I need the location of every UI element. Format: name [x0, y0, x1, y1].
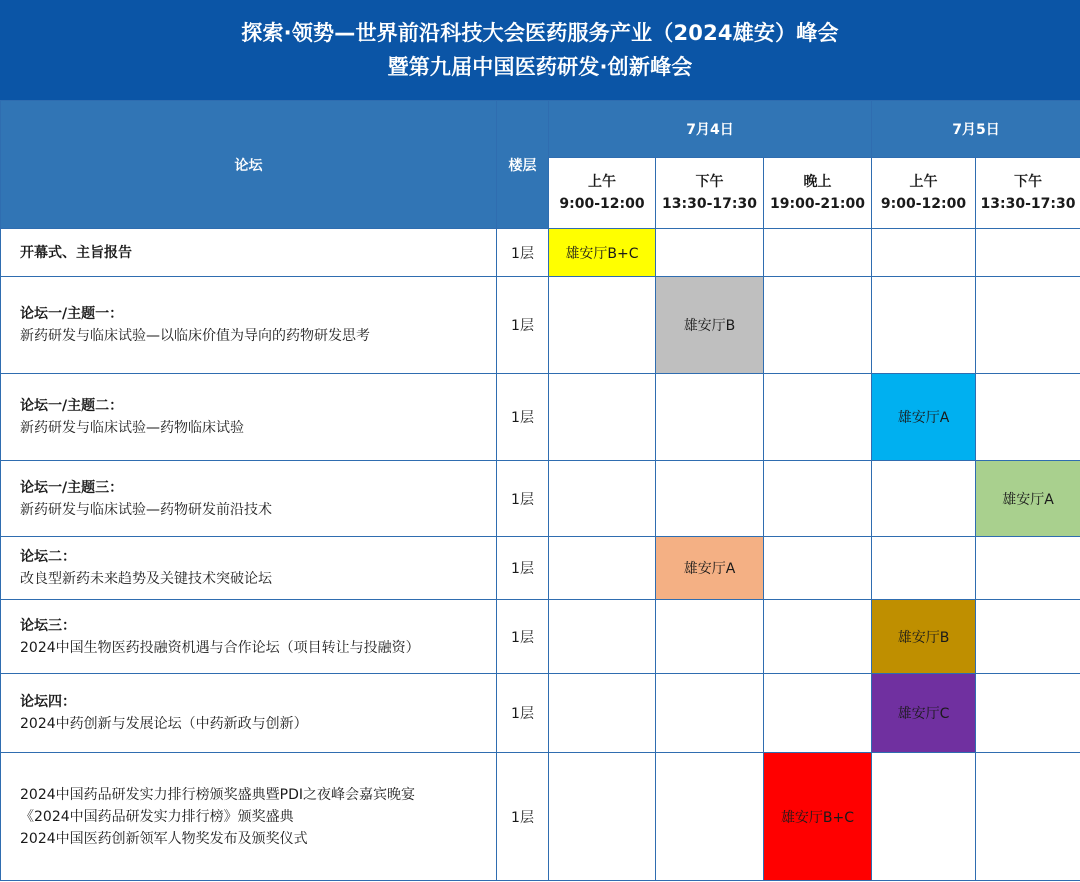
table-row [1, 537, 1080, 600]
empty-slot-cell [764, 374, 872, 461]
empty-slot-cell [656, 600, 764, 674]
forum-heading: 论坛四： [20, 694, 76, 710]
venue-cell [549, 229, 656, 277]
slot-header [872, 158, 976, 229]
forum-description: 新药研发与临床试验—药物临床试验 [20, 420, 244, 436]
page-title [0, 0, 1080, 100]
slot-header [764, 158, 872, 229]
empty-slot-cell [656, 229, 764, 277]
table-row [1, 753, 1080, 881]
forum-cell [1, 674, 497, 753]
slot-header [976, 158, 1080, 229]
slot-period: 晚上 [803, 174, 832, 190]
venue-cell [976, 461, 1080, 537]
slot-header [549, 158, 656, 229]
venue-label: 雄安厅C [897, 706, 950, 722]
empty-slot-cell [656, 753, 764, 881]
empty-slot-cell [872, 537, 976, 600]
empty-slot-cell [549, 753, 656, 881]
empty-slot-cell [549, 674, 656, 753]
forum-description: 2024中药创新与发展论坛（中药新政与创新） [20, 716, 308, 732]
empty-slot-cell [872, 753, 976, 881]
slot-time: 19:00-21:00 [770, 196, 865, 212]
floor-cell: 1层 [497, 461, 549, 537]
slot-time: 13:30-17:30 [980, 196, 1076, 212]
forum-description: 2024中国药品研发实力排行榜颁奖盛典暨PDI之夜峰会嘉宾晚宴 [20, 786, 415, 803]
forum-heading: 论坛三： [20, 617, 76, 634]
venue-cell [656, 277, 764, 374]
venue-cell [872, 374, 976, 461]
floor-cell: 1层 [497, 229, 549, 277]
empty-slot-cell [764, 537, 872, 600]
forum-cell [1, 537, 497, 600]
empty-slot-cell [976, 277, 1080, 374]
venue-label: 雄安厅B+C [780, 809, 855, 826]
venue-label: 雄安厅B [683, 318, 736, 334]
empty-slot-cell [549, 461, 656, 537]
forum-description: 2024中国医药创新领军人物奖发布及颁奖仪式 [20, 830, 308, 847]
empty-slot-cell [764, 674, 872, 753]
empty-slot-cell [976, 537, 1080, 600]
slot-time: 13:30-17:30 [662, 196, 757, 212]
forum-description: 《2024中国药品研发实力排行榜》颁奖盛典 [20, 808, 294, 825]
forum-cell [1, 229, 497, 277]
empty-slot-cell [872, 229, 976, 277]
venue-cell [656, 537, 764, 600]
empty-slot-cell [656, 374, 764, 461]
table-row [1, 374, 1080, 461]
forum-heading: 开幕式、主旨报告 [20, 244, 132, 261]
empty-slot-cell [872, 461, 976, 537]
forum-cell [1, 600, 497, 674]
table-row [1, 674, 1080, 753]
empty-slot-cell [764, 461, 872, 537]
forum-heading: 论坛一/主题二： [20, 398, 124, 414]
schedule-table [0, 100, 1080, 881]
empty-slot-cell [549, 277, 656, 374]
empty-slot-cell [976, 600, 1080, 674]
floor-cell: 1层 [497, 537, 549, 600]
slot-time: 9:00-12:00 [880, 196, 967, 212]
slot-period: 下午 [695, 174, 724, 190]
empty-slot-cell [656, 674, 764, 753]
forum-column-header: 论坛 [1, 101, 497, 229]
venue-label: 雄安厅B [897, 629, 950, 646]
forum-cell [1, 753, 497, 881]
empty-slot-cell [976, 753, 1080, 881]
date-header-jul4: 7月4日 [549, 101, 872, 158]
forum-cell [1, 374, 497, 461]
empty-slot-cell [764, 229, 872, 277]
floor-cell: 1层 [497, 674, 549, 753]
venue-label: 雄安厅B+C [565, 245, 639, 262]
date-header-jul5: 7月5日 [872, 101, 1080, 158]
venue-cell [764, 753, 872, 881]
empty-slot-cell [549, 537, 656, 600]
floor-cell: 1层 [497, 277, 549, 374]
table-row [1, 600, 1080, 674]
venue-cell [872, 600, 976, 674]
slot-period: 上午 [588, 174, 616, 190]
slot-time: 9:00-12:00 [559, 196, 645, 212]
forum-heading: 论坛二： [20, 549, 76, 565]
forum-description: 新药研发与临床试验—药物研发前沿技术 [20, 501, 272, 518]
empty-slot-cell [872, 277, 976, 374]
empty-slot-cell [764, 277, 872, 374]
venue-cell [872, 674, 976, 753]
venue-label: 雄安厅A [683, 561, 736, 577]
empty-slot-cell [976, 374, 1080, 461]
forum-description: 新药研发与临床试验—以临床价值为导向的药物研发思考 [20, 328, 370, 344]
forum-description: 2024中国生物医药投融资机遇与合作论坛（项目转让与投融资） [20, 639, 420, 656]
table-row [1, 229, 1080, 277]
floor-cell: 1层 [497, 600, 549, 674]
forum-heading: 论坛一/主题三： [20, 479, 124, 496]
title-line-2: 暨第九届中国医药研发·创新峰会 [387, 55, 693, 79]
forum-description: 改良型新药未来趋势及关键技术突破论坛 [20, 571, 272, 587]
slot-period: 下午 [1014, 174, 1043, 190]
floor-column-header: 楼层 [497, 101, 549, 229]
forum-heading: 论坛一/主题一： [20, 306, 124, 322]
header-row-dates [1, 101, 1080, 158]
venue-label: 雄安厅A [1002, 491, 1054, 508]
slot-period: 上午 [909, 174, 938, 190]
empty-slot-cell [656, 461, 764, 537]
empty-slot-cell [976, 674, 1080, 753]
slot-header [656, 158, 764, 229]
empty-slot-cell [549, 374, 656, 461]
empty-slot-cell [549, 600, 656, 674]
title-line-1: 探索·领势—世界前沿科技大会医药服务产业（2024雄安）峰会 [241, 21, 839, 45]
empty-slot-cell [764, 600, 872, 674]
empty-slot-cell [976, 229, 1080, 277]
floor-cell: 1层 [497, 753, 549, 881]
table-row [1, 277, 1080, 374]
forum-cell [1, 277, 497, 374]
table-row [1, 461, 1080, 537]
forum-cell [1, 461, 497, 537]
schedule-body [1, 229, 1080, 881]
floor-cell: 1层 [497, 374, 549, 461]
venue-label: 雄安厅A [897, 410, 950, 426]
